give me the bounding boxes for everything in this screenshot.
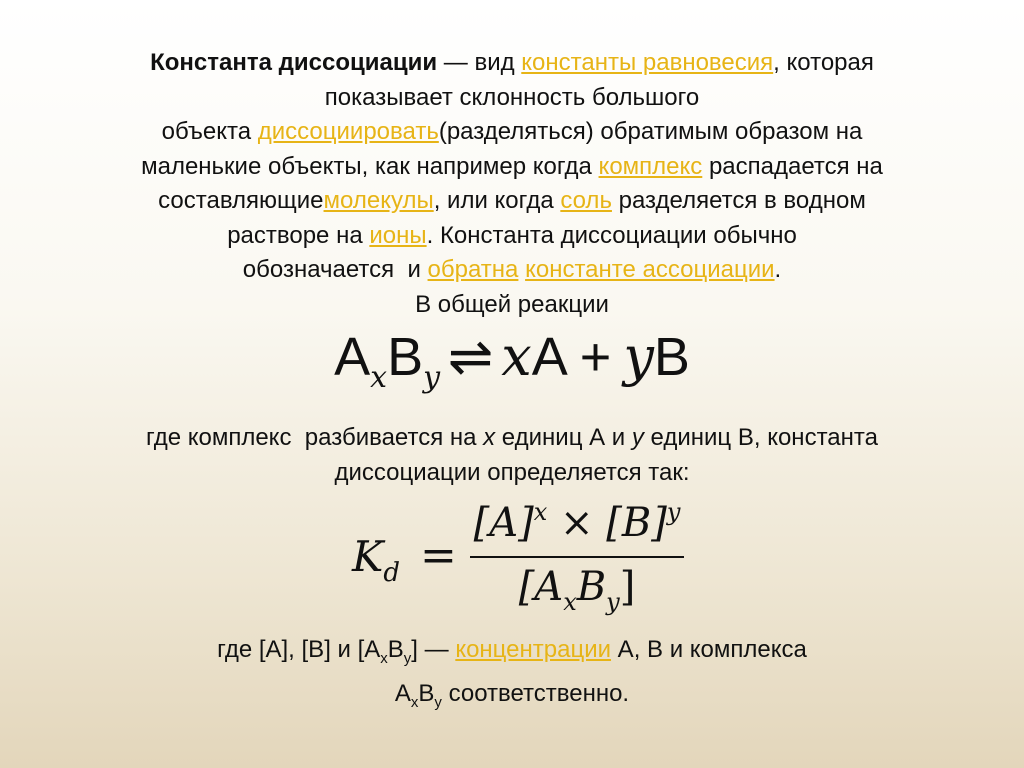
text: где комплекс разбивается на	[146, 424, 484, 451]
text: , которая	[773, 49, 874, 76]
text: маленькие объекты, как например когда	[141, 152, 599, 180]
times-sign: ×	[559, 500, 594, 546]
text: показывает склонность большого	[324, 83, 700, 111]
text: разделяется в водном	[611, 187, 866, 214]
text: обозначается и	[242, 256, 428, 283]
conclusion-paragraph	[0, 633, 1024, 720]
text: ] —	[411, 636, 456, 663]
link-salt[interactable]: соль	[560, 187, 612, 214]
reaction-intro: В общей реакции	[415, 290, 609, 318]
d-subscript: d	[383, 558, 401, 588]
conc-a: [A]	[473, 500, 534, 546]
formula-coefficient: x	[501, 325, 532, 388]
definition-paragraph	[0, 46, 1024, 322]
den-sub-y: y	[606, 588, 620, 616]
link-ions[interactable]: ионы	[369, 221, 427, 249]
text: B	[387, 636, 404, 663]
link-inverse[interactable]: обратна	[427, 256, 519, 283]
fraction-bar	[470, 556, 684, 558]
text: диссоциации определяется так:	[334, 458, 690, 486]
var-x: x	[483, 424, 496, 451]
text: — вид	[437, 49, 522, 76]
text: распадается на	[702, 152, 883, 180]
text: , или когда	[433, 187, 561, 214]
explanation-paragraph	[0, 421, 1024, 490]
subscript: y	[403, 650, 412, 667]
formula-coefficient: y	[623, 325, 654, 388]
exp-y: y	[666, 498, 681, 526]
text: объекта	[161, 118, 258, 145]
var-y: y	[631, 424, 644, 451]
link-complex[interactable]: комплекс	[598, 152, 703, 180]
text: где [A], [B] и [A	[217, 636, 381, 663]
link-equilibrium-constant[interactable]: константы равновесия	[521, 49, 774, 76]
den-a: [A	[518, 564, 564, 610]
formula-subscript: y	[423, 360, 441, 395]
reaction-formula	[0, 322, 1024, 413]
fraction-numerator	[470, 498, 684, 546]
den-sub-x: x	[563, 588, 577, 616]
conc-b: [B]	[606, 500, 667, 546]
formula-symbol: A	[334, 327, 371, 387]
formula-subscript: x	[370, 360, 388, 395]
text: составляющие	[158, 187, 324, 214]
text: А, В и комплекса	[611, 636, 807, 663]
kd-formula	[352, 498, 712, 628]
formula-symbol: A	[531, 327, 568, 387]
text: (разделяться) обратимым образом на	[438, 118, 863, 145]
kd-symbol	[352, 532, 400, 588]
link-dissociate[interactable]: диссоциировать	[257, 118, 439, 145]
equals-sign: =	[420, 530, 457, 581]
link-molecules[interactable]: молекулы	[323, 187, 434, 214]
exp-x: x	[533, 498, 548, 526]
text: соответственно.	[441, 679, 630, 707]
equilibrium-arrow-icon: ⇌	[448, 325, 494, 388]
subscript: y	[434, 693, 442, 711]
den-b: B	[576, 564, 607, 610]
den-bracket: ]	[619, 564, 636, 610]
link-association-constant[interactable]: константе ассоциации	[525, 256, 775, 283]
k-letter: K	[352, 532, 384, 581]
text: . Константа диссоциации обычно	[426, 221, 797, 249]
text: B	[418, 679, 435, 707]
fraction-denominator	[470, 564, 684, 616]
subscript: x	[380, 650, 388, 667]
text: .	[774, 256, 782, 283]
text: единиц В, константа	[643, 424, 878, 451]
link-concentrations[interactable]: концентрации	[455, 636, 612, 663]
subscript: x	[410, 693, 419, 711]
text: растворе на	[227, 221, 370, 249]
term-heading: Константа диссоциации	[150, 49, 438, 76]
formula-symbol: B	[387, 327, 424, 387]
text: A	[394, 679, 411, 707]
formula-symbol: B	[653, 327, 690, 387]
text: единиц А и	[495, 424, 632, 451]
formula-plus: +	[579, 327, 612, 387]
